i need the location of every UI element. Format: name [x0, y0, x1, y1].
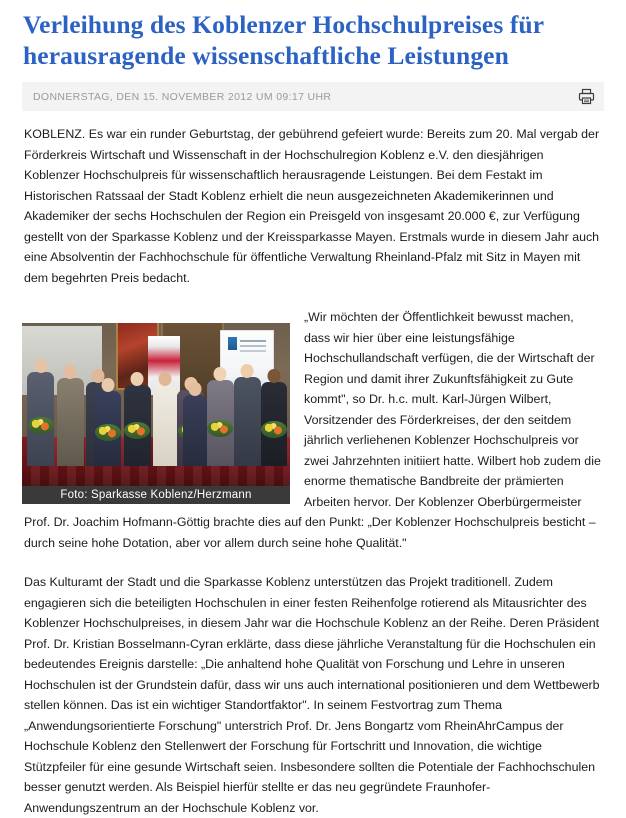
article-figure [22, 323, 290, 504]
photo-person [234, 377, 261, 467]
photo-person [183, 395, 207, 467]
printer-icon[interactable] [576, 87, 596, 107]
photo-person [94, 391, 121, 466]
article-page [0, 9, 626, 815]
figure-and-quote-block [22, 307, 604, 553]
photo-person [124, 385, 151, 467]
photo-person [207, 380, 234, 466]
page-title: Verleihung des Koblenzer Hochschulpreises für herausragende wissenschaftliche Leistungen [23, 10, 544, 70]
paragraph-quote: „Wir möchten der Öffentlichkeit bewusst machen, dass wir hier über eine leistungsfähige Hochschullandschaft verfügen, die der Wirtschaft der Region und damit ihrer Zukunftsfähigkeit zu Gute kommt", so Dr. h.c. mult. Karl-Jürgen Wilbert, Vorsitzender des Förderkreises, der den seitdem jährlich verliehenen Koblenzer Hochschulpreis vor zwei Jahrzehnten initiiert hatte. Wilbert hob zudem die enorme thematische Bandbreite der prämierten Arbeiten hervor. Der Koblenzer Oberbürgermeister Prof. Dr. Joachim Hofmann-Göttig brachte dies auf den Punkt: „Der Koblenzer Hochschulpreis besticht – durch seine hohe Dotation, aber vor allem durch seine hohe Qualität." [24, 310, 601, 550]
paragraph-closing: Das Kulturamt der Stadt und die Sparkasse Koblenz unterstützen das Projekt traditionell. Zudem engagieren sich die beteiligten Hochschulen in einer festen Reihenfolge rotierend als Mitausrichter des Koblenzer Hochschulpreises, in diesem Jahr war die Hochschule Koblenz an der Reihe. Deren Präsident Prof. Dr. Kristian Bosselmann-Cyran erklärte, dass diese jährliche Veranstaltung für die Hochschulen ein bedeutendes Ereignis darstelle: „Die anhaltend hohe Qualität von Forschung und Lehre in unseren Hochschulen ist der Grundstein dafür, dass wir uns auch international positionieren und dem Wettbewerb stellen können. Das ist ein wichtiger Standortfaktor". In seinem Festvortrag zum Thema „Anwendungsorientierte Forschung" unterstrich Prof. Dr. Jens Bongartz vom RheinAhrCampus der Hochschule Koblenz den Stellenwert der Forschung für Fortschritt und Innovation, die wichtige Stützpfeiler für eine gesunde Wirtschaft seien. Insbesondere sollten die Potentiale der Fachhochschulen besser genutzt werden. Als Beispiel hierfür stellte er das neu gegründete Fraunhofer-Anwendungszentrum an der Hochschule Koblenz vor. [24, 575, 600, 815]
photo-person [261, 382, 288, 467]
publish-date: DONNERSTAG, DEN 15. NOVEMBER 2012 UM 09:17 UHR [33, 90, 332, 103]
photo-person [153, 385, 177, 467]
article-meta-bar [22, 82, 604, 111]
photo-person [27, 372, 54, 467]
award-ceremony-photo [22, 323, 290, 486]
figure-caption: Foto: Sparkasse Koblenz/Herzmann [22, 486, 290, 504]
paragraph-intro: KOBLENZ. Es war ein runder Geburtstag, der gebührend gefeiert wurde: Bereits zum 20. Mal vergab der Förderkreis Wirtschaft und Wissenschaft in der Hochschulregion Koblenz e.V. den diesjährigen Koblenzer Hochschulpreis für wissenschaftlich herausragende Leistungen. Bei dem Festakt im Historischen Ratssaal der Stadt Koblenz erhielt die neun ausgezeichneten Akademikerinnen und Akademiker der sechs Hochschulen der Region ein Preisgeld von insgesamt 20.000 €, zur Verfügung gestellt von der Sparkasse Koblenz und der Kreissparkasse Mayen. Erstmals wurde in diesem Jahr auch eine Absolventin der Fachhochschule für öffentliche Verwaltung Rheinland-Pfalz mit Sitz in Mayen mit dem begehrten Preis bedacht. [24, 127, 600, 285]
photo-person [57, 378, 84, 466]
